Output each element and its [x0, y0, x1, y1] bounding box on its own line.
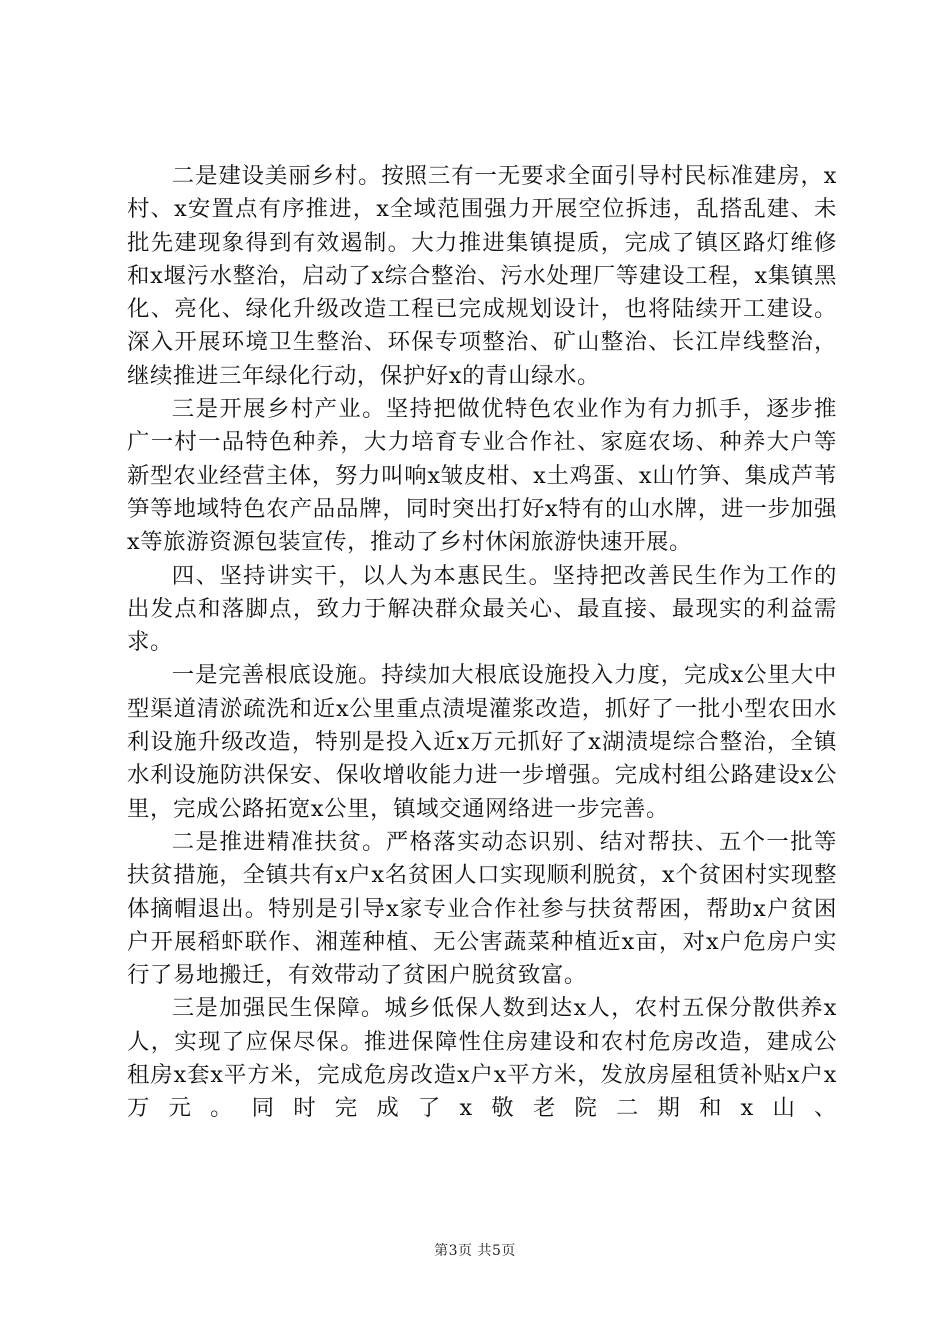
document-body	[127, 160, 837, 1126]
paragraph-livelihood-security: 三是加强民生保障。城乡低保人数到达x人，农村五保分散供养x人，实现了应保尽保。推进保障性住房建设和农村危房改造，建成公租房x套x平方米，完成危房改造x户x平方米，发放房屋租赁补贴x户x万元。同时完成了x敬老院二期和x山、	[127, 995, 837, 1122]
paragraph-poverty-alleviation: 二是推进精准扶贫。严格落实动态识别、结对帮扶、五个一批等扶贫措施，全镇共有x户x名贫困人口实现顺利脱贫，x个贫困村实现整体摘帽退出。特别是引导x家专业合作社参与扶贫帮困，帮助x户贫困户开展稻虾联作、湘莲种植、无公害蔬菜种植近x亩，对x户危房户实行了易地搬迁，有效带动了贫困户脱贫致富。	[127, 828, 837, 989]
paragraph-rural-industry: 三是开展乡村产业。坚持把做优特色农业作为有力抓手，逐步推广一村一品特色种养，大力培育专业合作社、家庭农场、种养大户等新型农业经营主体，努力叫响x皱皮柑、x土鸡蛋、x山竹笋、集成芦苇笋等地域特色农产品品牌，同时突出打好x特有的山水牌，进一步加强x等旅游资源包装宣传，推动了乡村休闲旅游快速开展。	[127, 396, 837, 556]
paragraph-beautiful-village: 二是建设美丽乡村。按照三有一无要求全面引导村民标准建房，x村、x安置点有序推进，x全域范围强力开展空位拆违，乱搭乱建、未批先建现象得到有效遏制。大力推进集镇提质，完成了镇区路灯维修和x堰污水整治，启动了x综合整治、污水处理厂等建设工程，x集镇黑化、亮化、绿化升级改造工程已完成规划设计，也将陆续开工建设。深入开展环境卫生整治、环保专项整治、矿山整治、长江岸线整治，继续推进三年绿化行动，保护好x的青山绿水。	[127, 163, 837, 389]
page-number-footer: 第3页 共5页	[434, 1243, 516, 1259]
paragraph-infrastructure: 一是完善根底设施。持续加大根底设施投入力度，完成x公里大中型渠道清淤疏洗和近x公里重点渍堤灌浆改造，抓好了一批小型农田水利设施升级改造，特别是投入近x万元抓好了x湖渍堤综合整治，全镇水利设施防洪保安、保收增收能力进一步增强。完成村组公路建设x公里，完成公路拓宽x公里，镇域交通网络进一步完善。	[127, 662, 837, 822]
paragraph-section-four-heading: 四、坚持讲实干，以人为本惠民生。坚持把改善民生作为工作的出发点和落脚点，致力于解决群众最关心、最直接、最现实的利益需求。	[127, 562, 837, 656]
